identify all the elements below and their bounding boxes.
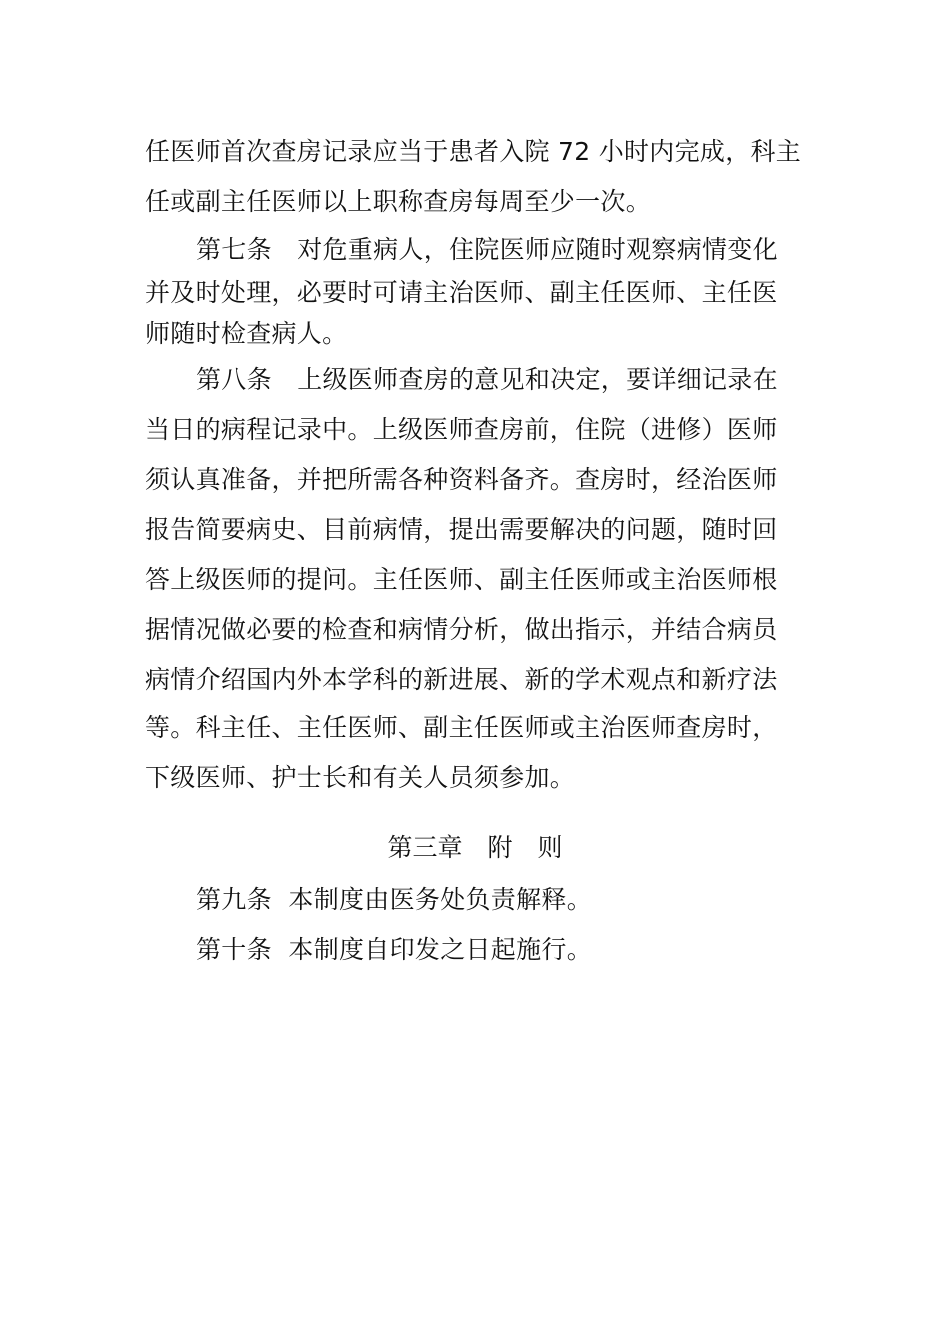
paragraph-line: 并及时处理，必要时可请主治医师、副主任医师、主任医 <box>145 278 778 307</box>
paragraph-line: 任或副主任医师以上职称查房每周至少一次。 <box>145 187 652 216</box>
article-9: 第九条 本制度由医务处负责解释。 <box>196 885 592 914</box>
paragraph-line: 病情介绍国内外本学科的新进展、新的学术观点和新疗法 <box>145 665 778 694</box>
article-8-first-line: 第八条 上级医师查房的意见和决定，要详细记录在 <box>196 365 778 394</box>
paragraph-line: 报告简要病史、目前病情，提出需要解决的问题，随时回 <box>145 515 778 544</box>
paragraph-line: 据情况做必要的检查和病情分析，做出指示，并结合病员 <box>145 615 778 644</box>
paragraph-line: 师随时检查病人。 <box>145 319 348 348</box>
paragraph-line: 任医师首次查房记录应当于患者入院 72 小时内完成，科主 <box>145 137 802 166</box>
article-10: 第十条 本制度自印发之日起施行。 <box>196 935 592 964</box>
paragraph-line: 须认真准备，并把所需各种资料备齐。查房时，经治医师 <box>145 465 778 494</box>
chapter-3-heading: 第三章 附 则 <box>387 833 563 862</box>
article-7-first-line: 第七条 对危重病人，住院医师应随时观察病情变化 <box>196 235 778 264</box>
paragraph-line: 当日的病程记录中。上级医师查房前，住院（进修）医师 <box>145 415 778 444</box>
paragraph-line: 下级医师、护士长和有关人员须参加。 <box>145 763 576 792</box>
paragraph-line: 等。科主任、主任医师、副主任医师或主治医师查房时， <box>145 713 778 742</box>
paragraph-line: 答上级医师的提问。主任医师、副主任医师或主治医师根 <box>145 565 778 594</box>
